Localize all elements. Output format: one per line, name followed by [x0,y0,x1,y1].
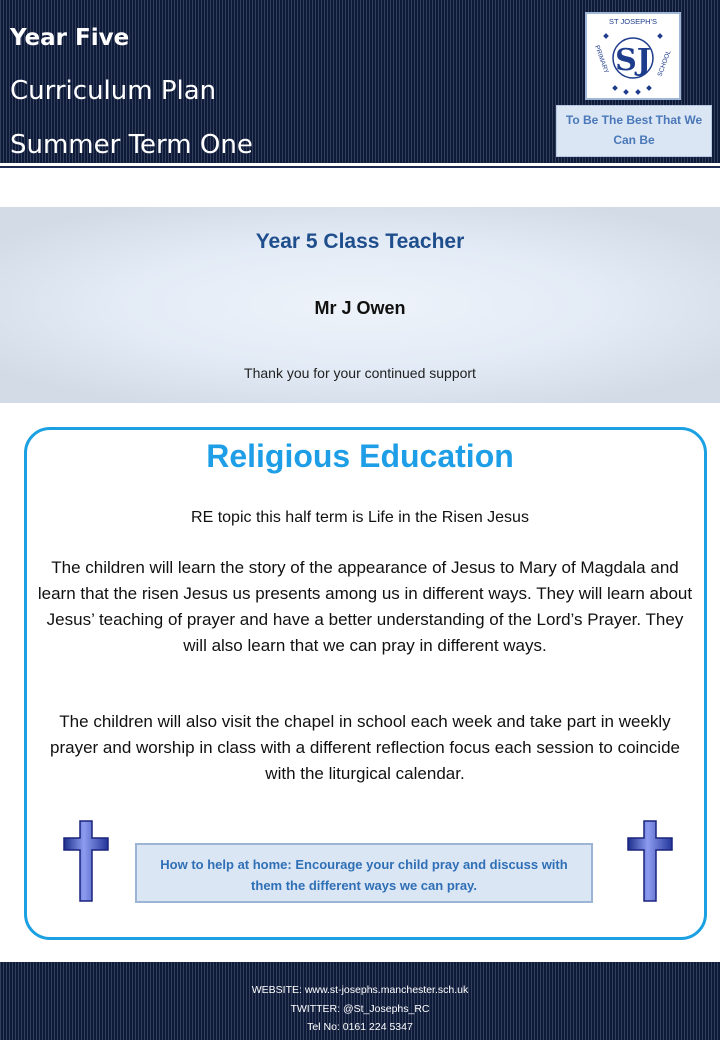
cross-icon [63,820,109,902]
logo-top-text: ST JOSEPH'S [609,17,657,26]
footer-telephone: Tel No: 0161 224 5347 [307,1021,413,1033]
header-term: Summer Term One [10,130,253,160]
header-plan: Curriculum Plan [10,76,217,106]
logo-monogram: SJ [615,43,651,78]
re-topic: RE topic this half term is Life in the Risen Jesus [191,509,529,526]
school-logo [585,12,681,100]
school-motto: To Be The Best That We Can Be [556,105,712,157]
teacher-name: Mr J Owen [314,298,406,318]
re-title: Religious Education [206,438,514,474]
footer-twitter[interactable]: TWITTER: @St_Josephs_RC [290,1003,430,1015]
cross-icon [627,820,673,902]
teacher-heading: Year 5 Class Teacher [255,230,465,253]
footer-website[interactable]: WEBSITE: www.st-josephs.manchester.sch.uk [251,984,469,996]
teacher-thanks: Thank you for your continued support [244,365,476,381]
help-at-home-box: How to help at home: Encourage your child pray and discuss with them the different ways we can pray. [135,843,593,903]
school-crest-icon [587,14,679,98]
re-paragraph-1: The children will learn the story of the appearance of Jesus to Mary of Magdala and learn that the risen Jesus us presents among us in different ways. They will learn about Jesus’ teaching of prayer and have a better understanding of the Lord’s Prayer. They will also learn that we can pray in different ways. [37,558,693,655]
logo-right-text: SCHOOL [656,49,673,78]
header-year: Year Five [10,25,130,51]
logo-left-text: PRIMARY [593,44,610,75]
re-paragraph-2: The children will also visit the chapel in school each week and take part in weekly prayer and worship in class with a different reflection focus each session to coincide with the liturgical calendar. [50,712,680,783]
header-divider [0,166,720,168]
